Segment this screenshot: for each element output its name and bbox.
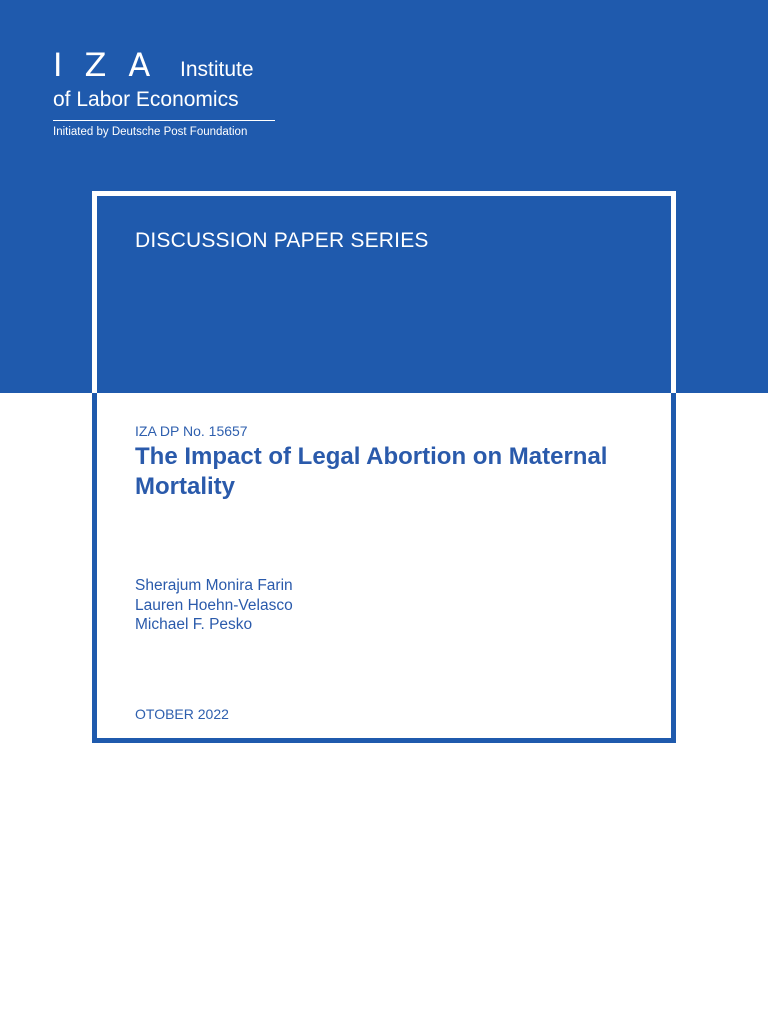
paper-number: IZA DP No. 15657 (135, 423, 248, 439)
logo-word-labor-economics: of Labor Economics (53, 88, 239, 111)
author-name: Sherajum Monira Farin (135, 577, 293, 594)
iza-logo (53, 46, 277, 138)
paper-title: The Impact of Legal Abortion on Maternal Mortality (135, 443, 608, 500)
series-title: DISCUSSION PAPER SERIES (135, 229, 429, 252)
publication-date: OTOBER 2022 (135, 706, 229, 722)
author-name: Lauren Hoehn-Velasco (135, 596, 293, 614)
cover-frame-top-border (92, 191, 676, 393)
author-name: Michael F. Pesko (135, 616, 253, 633)
logo-mark: IZA (53, 46, 173, 84)
author-list (135, 576, 293, 635)
logo-first-line (53, 48, 277, 84)
logo-tagline: Initiated by Deutsche Post Foundation (53, 126, 248, 138)
logo-word-institute: Institute (180, 58, 254, 81)
logo-divider (53, 120, 275, 121)
